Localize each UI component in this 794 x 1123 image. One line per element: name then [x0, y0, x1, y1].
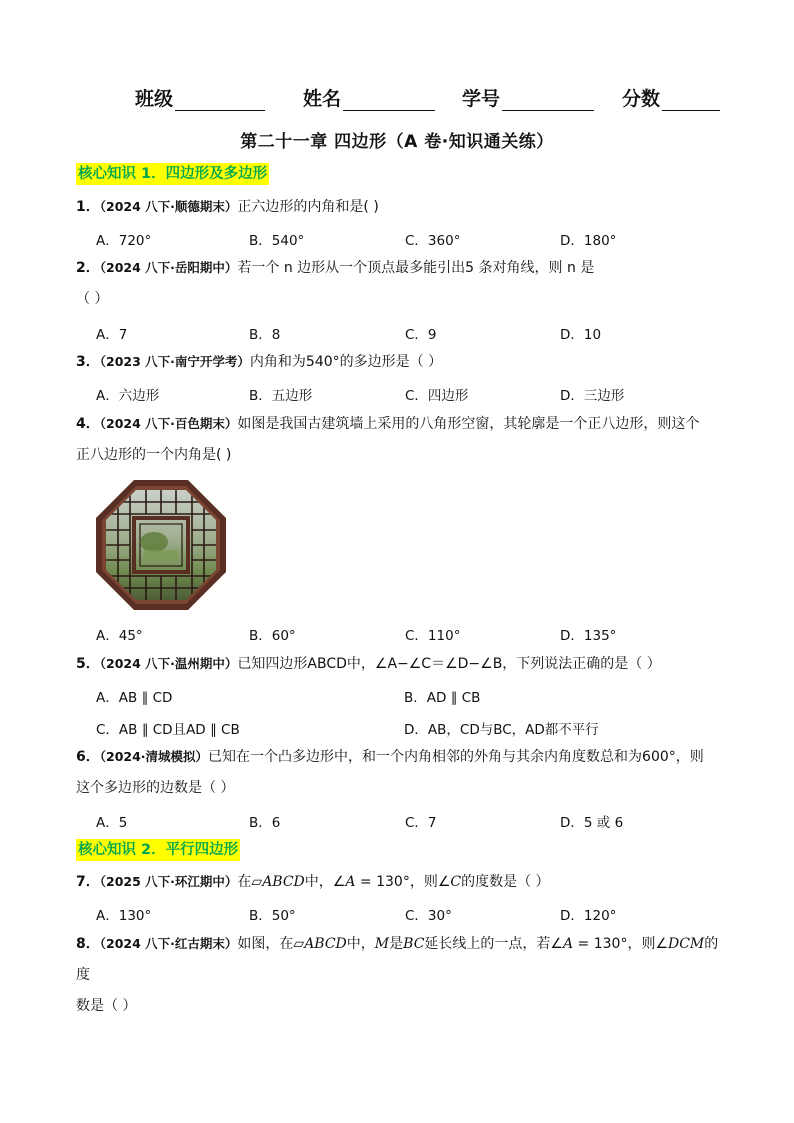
option-b[interactable]: B．AD ∥ CB — [404, 690, 481, 706]
section-heading: 核心知识 2．平行四边形 — [76, 839, 240, 861]
question-source: （2024 八下·顺德期末） — [99, 199, 238, 214]
math-term: A — [562, 936, 574, 952]
question-text: = 130°，则∠ — [355, 874, 451, 890]
class-field — [135, 84, 265, 111]
option-b[interactable]: B．60° — [249, 628, 296, 644]
question-number: 4． — [76, 416, 100, 432]
option-d[interactable]: D．180° — [560, 233, 617, 249]
question-8 — [76, 928, 726, 1022]
question-text: 在▱ — [237, 874, 263, 890]
options-q5-row2 — [96, 718, 736, 742]
question-text: 中，∠ — [304, 874, 346, 890]
question-number: 1． — [76, 199, 100, 215]
math-term: ABCD — [262, 874, 305, 890]
question-text: 若一个 n 边形从一个顶点最多能引出5 条对角线，则 n 是 — [237, 260, 595, 276]
question-4 — [76, 408, 726, 471]
class-blank[interactable] — [175, 90, 265, 111]
question-number: 5． — [76, 656, 100, 672]
question-text: = 130°，则∠ — [573, 936, 668, 952]
question-text: 的度数是（ ） — [461, 874, 550, 890]
options-q2 — [96, 323, 736, 347]
octagon-window-image — [96, 480, 226, 610]
question-text: 延长线上的一点，若∠ — [424, 936, 563, 952]
option-b[interactable]: B．50° — [249, 908, 296, 924]
question-text: 正六边形的内角和是( ) — [237, 199, 379, 215]
name-label: 姓名 — [303, 88, 342, 110]
student-id-blank[interactable] — [502, 90, 594, 111]
option-d[interactable]: D．10 — [560, 327, 602, 343]
name-blank[interactable] — [343, 90, 435, 111]
math-term: ABCD — [304, 936, 347, 952]
math-term: C — [450, 874, 462, 890]
section-heading: 核心知识 1．四边形及多边形 — [76, 163, 269, 185]
option-c[interactable]: C．9 — [405, 327, 437, 343]
question-text-cont: 数是（ ） — [76, 998, 137, 1014]
question-number: 6． — [76, 749, 100, 765]
page-title: 第二十一章 四边形（A 卷·知识通关练） — [240, 132, 554, 152]
option-a[interactable]: A．AB ∥ CD — [96, 690, 173, 706]
math-term: BC — [403, 936, 425, 952]
question-text: 如图，在▱ — [237, 936, 305, 952]
score-blank[interactable] — [662, 90, 720, 111]
option-a[interactable]: A．六边形 — [96, 388, 160, 404]
option-d[interactable]: D．135° — [560, 628, 617, 644]
option-c[interactable]: C．7 — [405, 815, 437, 831]
option-d[interactable]: D．AB，CD与BC，AD都不平行 — [404, 722, 599, 738]
option-a[interactable]: A．45° — [96, 628, 143, 644]
question-2 — [76, 252, 726, 315]
option-b[interactable]: B．五边形 — [249, 388, 313, 404]
question-source: （2024 八下·温州期中） — [99, 656, 238, 671]
student-info-header — [0, 84, 794, 112]
option-c[interactable]: C．110° — [405, 628, 461, 644]
option-d[interactable]: D．三边形 — [560, 388, 625, 404]
name-field — [303, 84, 435, 111]
question-text: 已知四边形ABCD中，∠A−∠C＝∠D−∠B，下列说法正确的是（ ） — [237, 656, 661, 672]
score-field — [622, 84, 720, 111]
question-number: 2． — [76, 260, 100, 276]
options-q6 — [96, 811, 736, 835]
options-q3 — [96, 384, 736, 408]
question-source: （2024·清城模拟） — [99, 749, 209, 764]
option-c[interactable]: C．30° — [405, 908, 452, 924]
score-label: 分数 — [622, 88, 661, 110]
question-source: （2024 八下·红古期末） — [99, 936, 238, 951]
option-c[interactable]: C．360° — [405, 233, 461, 249]
math-term: DCM — [668, 936, 705, 952]
math-term: A — [345, 874, 356, 890]
option-b[interactable]: B．540° — [249, 233, 305, 249]
option-d[interactable]: D．120° — [560, 908, 617, 924]
question-source: （2025 八下·环江期中） — [99, 874, 238, 889]
question-7 — [76, 866, 726, 898]
option-a[interactable]: A．720° — [96, 233, 152, 249]
question-source: （2024 八下·岳阳期中） — [99, 260, 238, 275]
option-b[interactable]: B．6 — [249, 815, 281, 831]
question-source: （2024 八下·百色期末） — [99, 416, 238, 431]
question-text: 内角和为540°的多边形是（ ） — [249, 354, 443, 370]
question-number: 8． — [76, 936, 100, 952]
option-c[interactable]: C．AB ∥ CD且AD ∥ CB — [96, 722, 240, 738]
question-text: 是 — [389, 936, 404, 952]
options-q5-row1 — [96, 686, 736, 710]
option-a[interactable]: A．130° — [96, 908, 152, 924]
question-1 — [76, 191, 726, 223]
question-text: 的度 — [76, 936, 719, 983]
option-d[interactable]: D．5 或 6 — [560, 815, 624, 831]
student-id-label: 学号 — [462, 88, 501, 110]
question-source: （2023 八下·南宁开学考） — [99, 354, 250, 369]
options-q4 — [96, 624, 736, 648]
question-3 — [76, 346, 726, 378]
option-b[interactable]: B．8 — [249, 327, 281, 343]
option-c[interactable]: C．四边形 — [405, 388, 469, 404]
question-number: 7． — [76, 874, 100, 890]
question-text-cont: 正八边形的一个内角是( ) — [76, 447, 232, 463]
question-number: 3． — [76, 354, 100, 370]
options-q7 — [96, 904, 736, 928]
student-id-field — [462, 84, 594, 111]
question-6 — [76, 741, 726, 804]
question-text: 已知在一个凸多边形中，和一个内角相邻的外角与其余内角度数总和为600°，则 — [208, 749, 704, 765]
question-text: 中， — [346, 936, 375, 952]
question-text-cont: （ ） — [76, 291, 109, 307]
class-label: 班级 — [135, 88, 174, 110]
option-a[interactable]: A．5 — [96, 815, 128, 831]
question-text-cont: 这个多边形的边数是（ ） — [76, 780, 235, 796]
option-a[interactable]: A．7 — [96, 327, 128, 343]
question-5 — [76, 648, 726, 680]
math-term: M — [374, 936, 390, 952]
question-text: 如图是我国古建筑墙上采用的八角形空窗，其轮廓是一个正八边形，则这个 — [237, 416, 700, 432]
options-q1 — [96, 229, 736, 253]
